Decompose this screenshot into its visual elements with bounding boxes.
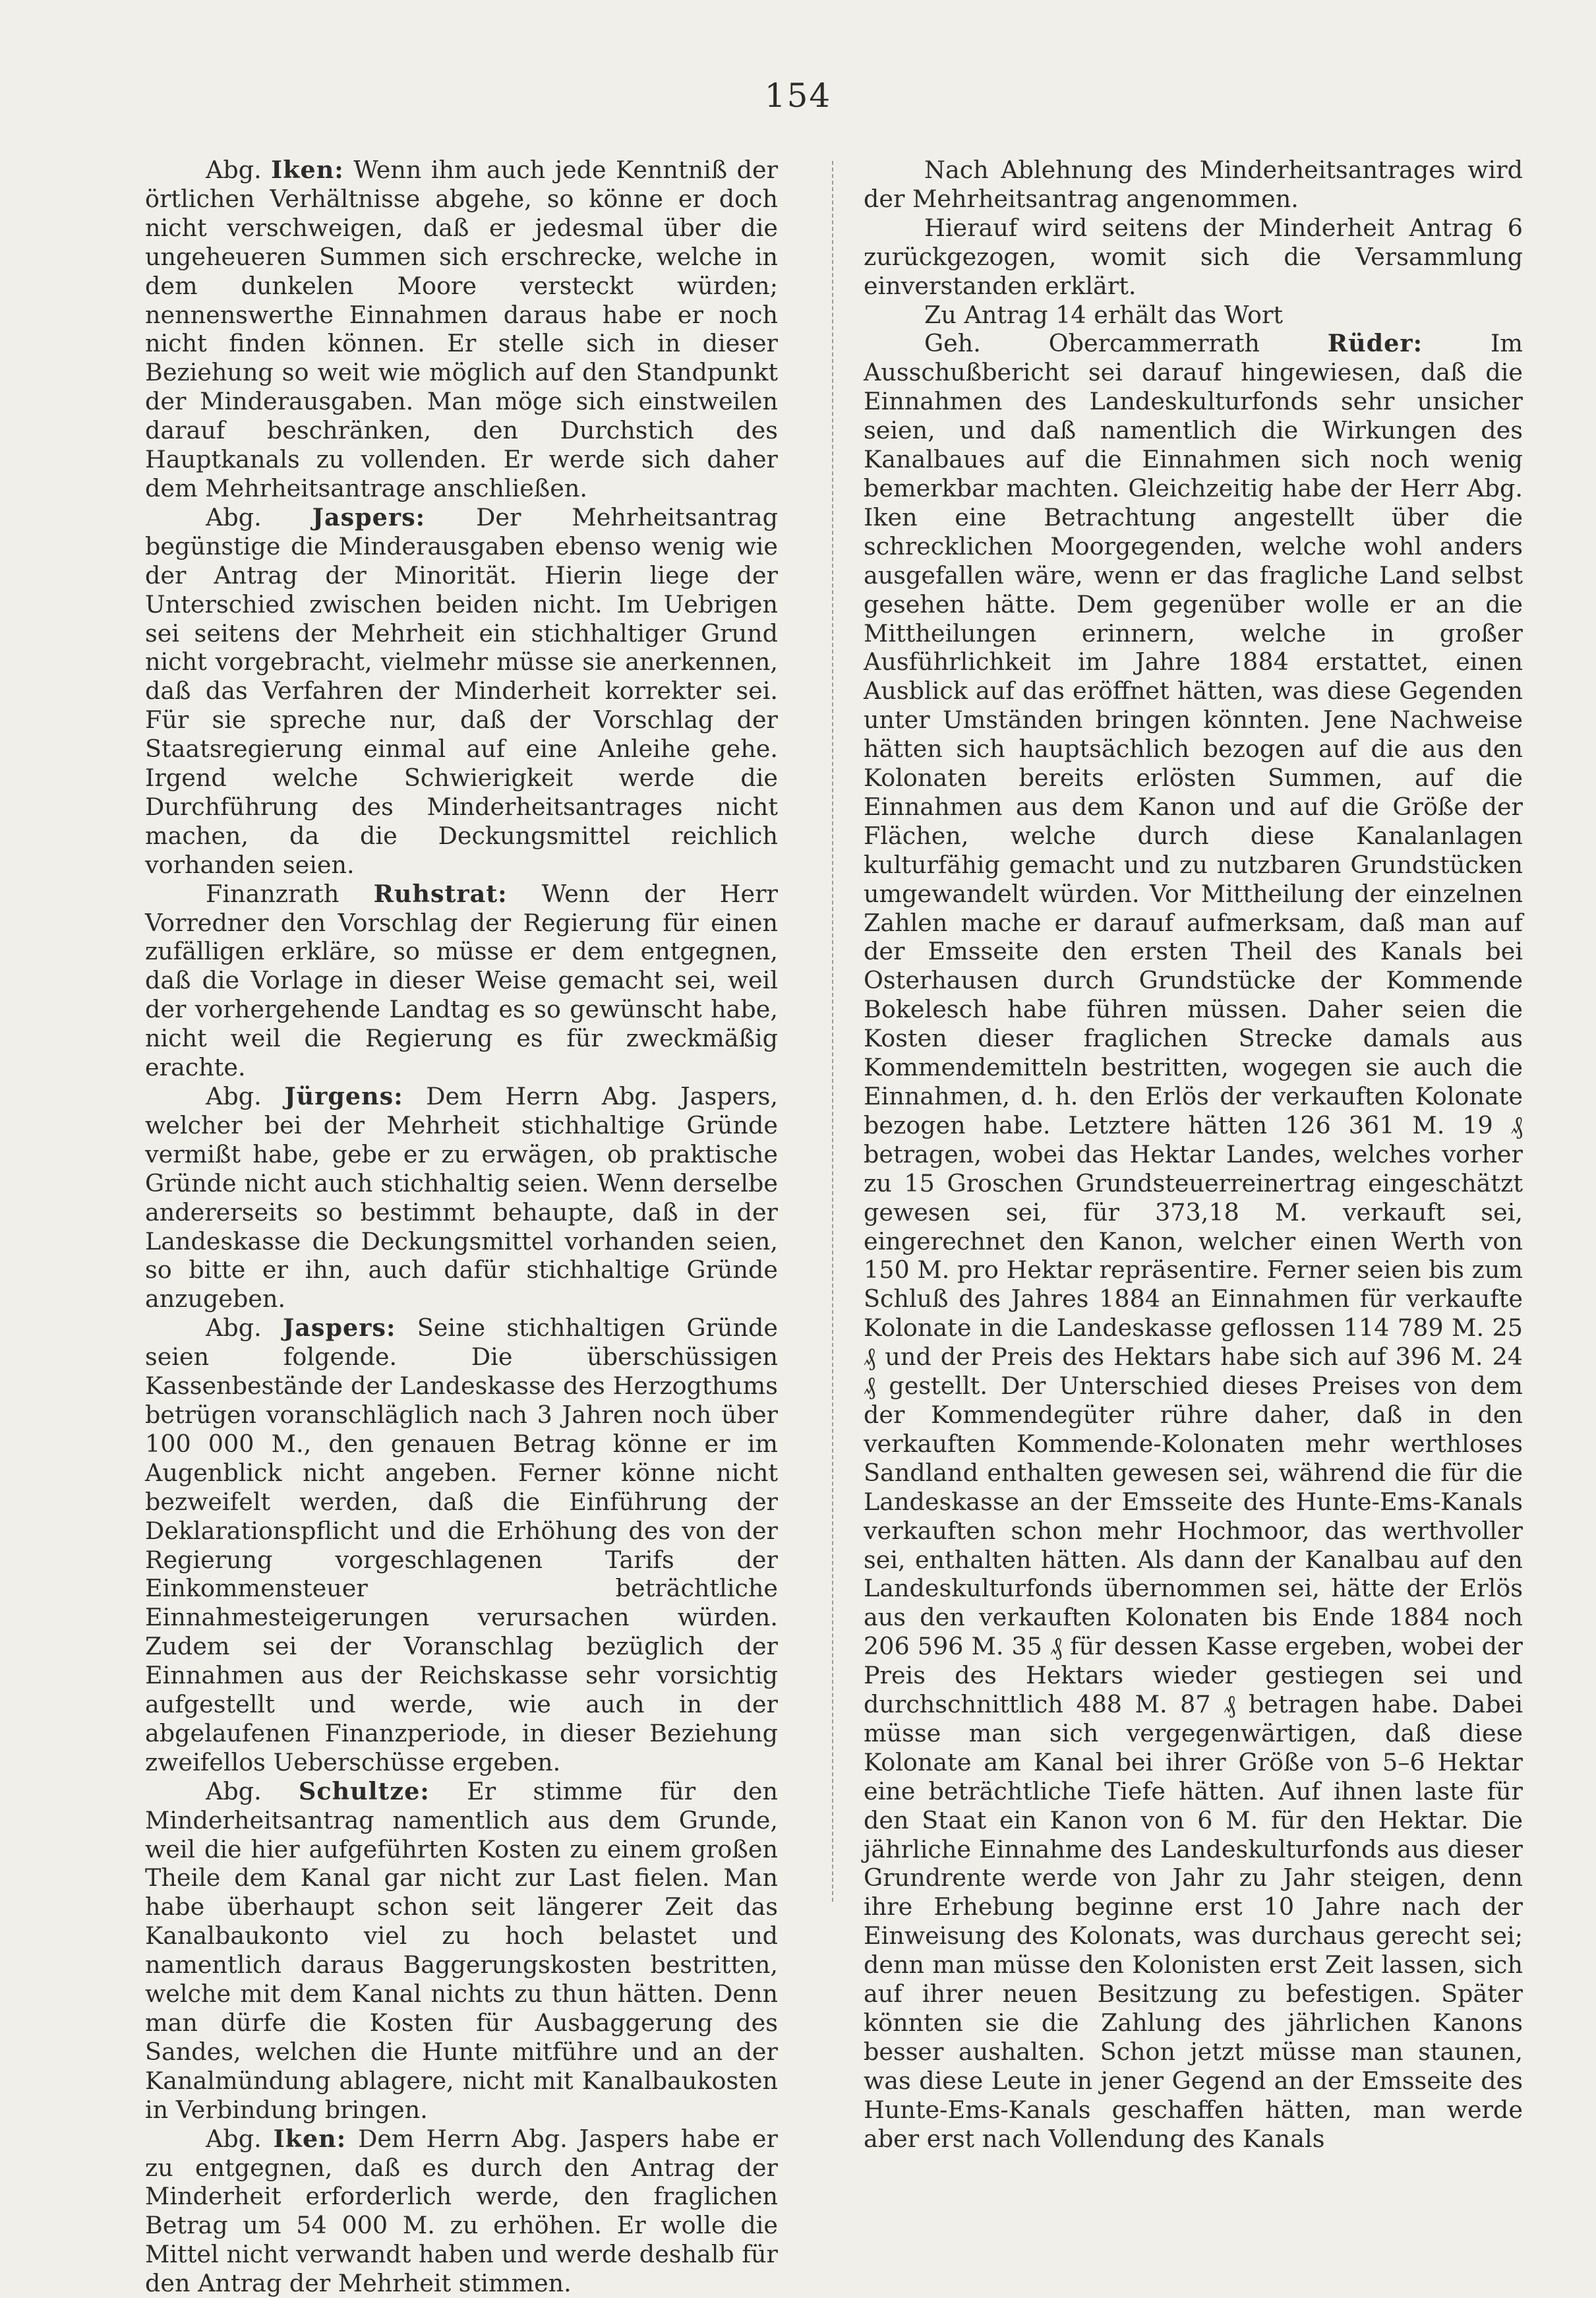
left-column: [145, 156, 778, 2298]
speaker-name: Ruhstrat:: [373, 879, 508, 908]
paragraph: [145, 2125, 778, 2298]
paragraph: [145, 1777, 778, 2125]
paragraph-text: Wenn ihm auch jede Kenntniß der örtlichen Verhältnisse abgehe, so könne er doch nicht verschweigen, daß er jedesmal über die ungeheueren Summen sich erschrecke, welche in dem dunkelen Moore versteckt würden; nennenswerthe Einnahmen daraus habe er noch nicht finden können. Er stelle sich in dieser Beziehung so weit wie möglich auf den Standpunkt der Minderausgaben. Man möge sich einstweilen darauf beschränken, den Durchstich des Hauptkanals zu vollenden. Er werde sich daher dem Mehrheitsantrage anschließen.: [145, 156, 779, 502]
speaker-name: Rüder:: [1327, 329, 1423, 358]
paragraph-text: Er stimme für den Minderheitsantrag namentlich aus dem Grunde, weil die hier aufgeführten Kosten zu einem großen Theile dem Kanal gar nicht zur Last fielen. Man habe überhaupt schon seit längerer Zeit das Kanalbaukonto viel zu hoch belastet und namentlich daraus Baggerungskosten bestritten, welche mit dem Kanal nichts zu thun hätten. Denn man dürfe die Kosten für Ausbaggerung des Sandes, welchen die Hunte mitführe und an der Kanalmündung ablagere, nicht mit Kanalbaukosten in Verbindung bringen.: [145, 1776, 778, 2124]
paragraph-text: Der Mehrheitsantrag begünstige die Minderausgaben ebenso wenig wie der Antrag der Minorität. Hierin liege der Unterschied zwischen beiden nicht. Im Uebrigen sei seitens der Mehrheit ein stichhaltiger Grund nicht vorgebracht, vielmehr müsse sie anerkennen, daß das Verfahren der Minderheit korrekter sei. Für sie spreche nur, daß der Vorschlag der Staatsregierung einmal auf eine Anleihe gehe. Irgend welche Schwierigkeit werde die Durchführung des Minderheitsantrages nicht machen, da die Deckungsmittel reichlich vorhanden seien.: [145, 502, 778, 879]
speaker-title: Geh. Obercammerrath: [924, 329, 1260, 358]
paragraph: [145, 1314, 778, 1777]
speaker-title: Abg.: [206, 1082, 262, 1110]
speaker-title: Finanzrath: [206, 879, 340, 908]
speaker-title: Abg.: [206, 156, 262, 184]
paragraph-text: Dem Herrn Abg. Jaspers habe er zu entgegnen, daß es durch den Antrag der Minderheit erforderlich werde, den fraglichen Betrag um 54 000 M. zu erhöhen. Er wolle die Mittel nicht verwandt haben und werde deshalb für den Antrag der Mehrheit stimmen.: [145, 2124, 778, 2298]
speaker-title: Abg.: [206, 502, 262, 531]
paragraph-text: Im Ausschußbericht sei darauf hingewiesen, daß die Einnahmen des Landeskulturfonds sehr unsicher seien, und daß namentlich die Wirkungen des Kanalbaues auf die Einnahmen sich noch wenig bemerkbar machten. Gleichzeitig habe der Herr Abg. Iken eine Betrachtung angestellt über die schrecklichen Moorgegenden, welche wohl anders ausgefallen wäre, wenn er das fragliche Land selbst gesehen hätte. Dem gegenüber wolle er an die Mittheilungen erinnern, welche in großer Ausführlichkeit im Jahre 1884 erstattet, einen Ausblick auf das eröffnet hätten, was diese Gegenden unter Umständen bringen könnten. Jene Nachweise hätten sich hauptsächlich bezogen auf die aus den Kolonaten bereits erlösten Summen, auf die Einnahmen aus dem Kanon und auf die Größe der Flächen, welche durch diese Kanalanlagen kulturfähig gemacht und zu nutzbaren Grundstücken umgewandelt würden. Vor Mittheilung der einzelnen Zahlen mache er darauf aufmerksam, daß man auf der Emsseite den ersten Theil des Kanals bei Osterhausen durch Grundstücke der Kommende Bokelesch habe führen müssen. Daher seien die Kosten dieser fraglichen Strecke damals aus Kommendemitteln bestritten, wogegen sie auch die Einnahmen, d. h. den Erlös der verkauften Kolonate bezogen habe. Letztere hätten 126 361 M. 19 ₰ betragen, wobei das Hektar Landes, welches vorher zu 15 Groschen Grundsteuerreinertrag eingeschätzt gewesen sei, für 373,18 M. verkauft sei, eingerechnet den Kanon, welcher einen Werth von 150 M. pro Hektar repräsentire. Ferner seien bis zum Schluß des Jahres 1884 an Einnahmen für verkaufte Kolonate in die Landeskasse geflossen 114 789 M. 25 ₰ und der Preis des Hektars habe sich auf 396 M. 24 ₰ gestellt. Der Unterschied dieses Preises von dem der Kommendegüter rühre daher, daß in den verkauften Kommende-Kolonaten mehr werthloses Sandland enthalten gewesen sei, während die für die Landeskasse an der Emsseite des Hunte-Ems-Kanals verkauften schon mehr Hochmoor, das werthvoller sei, enthalten hätten. Als dann der Kanalbau auf den Landeskulturfonds übernommen sei, hätte der Erlös aus den verkauften Kolonaten bis Ende 1884 noch 206 596 M. 35 ₰ für dessen Kasse ergeben, wobei der Preis des Hektars wieder gestiegen sei und durchschnittlich 488 M. 87 ₰ betragen habe. Dabei müsse man sich vergegenwärtigen, daß diese Kolonate am Kanal bei ihrer Größe von 5–6 Hektar eine beträchtliche Tiefe hätten. Auf ihnen laste für den Staat ein Kanon von 6 M. für den Hektar. Die jährliche Einnahme des Landeskulturfonds aus dieser Grundrente werde von Jahr zu Jahr steigen, denn ihre Erhebung beginne erst 10 Jahre nach der Einweisung des Kolonats, was durchaus gerecht sei; denn man müsse den Kolonisten erst Zeit lassen, sich auf ihrer neuen Besitzung zu befestigen. Später könnten sie die Zahlung des jährlichen Kanons besser aushalten. Schon jetzt müsse man staunen, was diese Leute in jener Gegend an der Emsseite des Hunte-Ems-Kanals geschaffen hätten, man werde aber erst nach Vollendung des Kanals: [864, 329, 1523, 2153]
speaker-title: Abg.: [206, 1776, 262, 1805]
speaker-name: Jaspers:: [312, 502, 426, 531]
right-column: [864, 156, 1523, 2154]
paragraph-text: Seine stichhaltigen Gründe seien folgende. Die überschüssigen Kassenbestände der Landeskasse des Herzogthums betrügen voranschläglich nach 3 Jahren noch über 100 000 M., den genauen Betrag könne er im Augenblick nicht angeben. Ferner könne nicht bezweifelt werden, daß die Einführung der Deklarationspflicht und die Erhöhung des von der Regierung vorgeschlagenen Tarifs der Einkommensteuer beträchtliche Einnahmesteigerungen verursachen würden. Zudem sei der Voranschlag bezüglich der Einnahmen aus der Reichskasse sehr vorsichtig aufgestellt und werde, wie auch in der abgelaufenen Finanzperiode, in dieser Beziehung zweifellos Ueberschüsse ergeben.: [145, 1314, 778, 1776]
column-divider: [832, 161, 833, 1902]
paragraph-text: Zu Antrag 14 erhält das Wort: [924, 300, 1284, 329]
paragraph-text: Nach Ablehnung des Minderheitsantrages wird der Mehrheitsantrag angenommen.: [864, 156, 1523, 213]
paragraph: [864, 329, 1523, 2153]
speaker-name: Schultze:: [299, 1776, 430, 1805]
paragraph: [864, 214, 1523, 301]
paragraph-text: Dem Herrn Abg. Jaspers, welcher bei der Mehrheit stichhaltige Gründe vermißt habe, gebe er zu erwägen, ob praktische Gründe nicht auch stichhaltig seien. Wenn derselbe andererseits so bestimmt behaupte, daß in der Landeskasse die Deckungsmittel vorhanden seien, so bitte er ihn, auch dafür stichhaltige Gründe anzugeben.: [145, 1082, 779, 1314]
speaker-name: Iken:: [271, 156, 344, 184]
paragraph-text: Wenn der Herr Vorredner den Vorschlag der Regierung für einen zufälligen erkläre, so müsse er dem entgegnen, daß die Vorlage in dieser Weise gemacht sei, weil der vorhergehende Landtag es so gewünscht habe, nicht weil die Regierung es für zweckmäßig erachte.: [145, 879, 778, 1082]
paragraph: [864, 156, 1523, 214]
speaker-title: Abg.: [206, 1314, 262, 1343]
paragraph: [145, 880, 778, 1082]
paragraph: [145, 503, 778, 880]
paragraph-text: Hierauf wird seitens der Minderheit Antrag 6 zurückgezogen, womit sich die Versammlung einverstanden erklärt.: [864, 213, 1523, 300]
speaker-name: Iken:: [273, 2124, 347, 2153]
page-number: 154: [764, 76, 832, 115]
speaker-title: Abg.: [206, 2124, 262, 2153]
speaker-name: Jürgens:: [284, 1082, 403, 1110]
paragraph: [145, 1082, 778, 1314]
paragraph: [145, 156, 778, 503]
paragraph: [864, 301, 1523, 330]
speaker-name: Jaspers:: [282, 1314, 396, 1343]
